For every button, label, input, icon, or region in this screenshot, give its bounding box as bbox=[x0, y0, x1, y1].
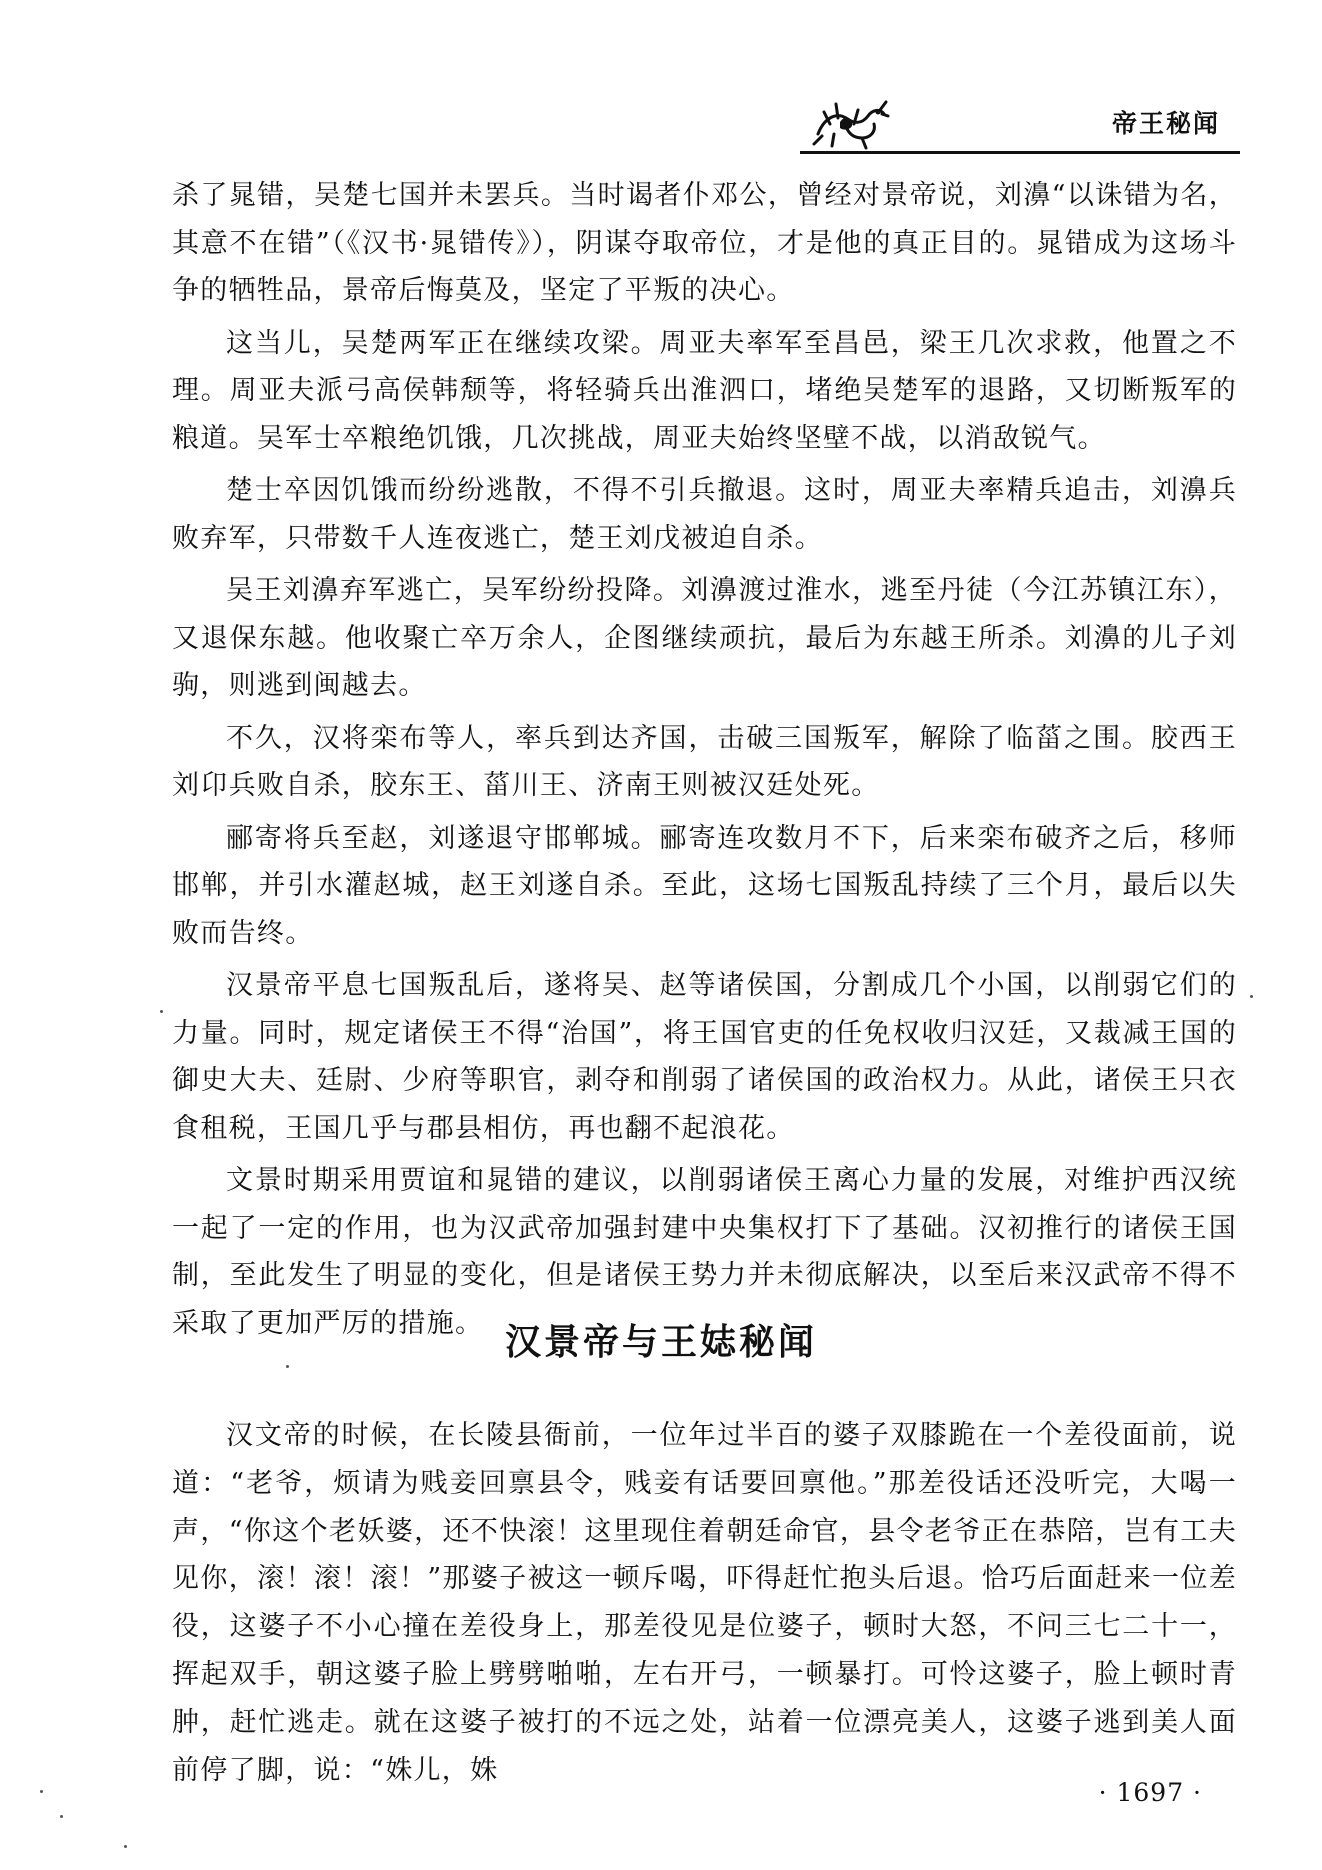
paragraph: 文景时期采用贾谊和晁错的建议，以削弱诸侯王离心力量的发展，对维护西汉统一起了一定的作用，也为汉武帝加强封建中央集权打下了基础。汉初推行的诸侯王国制，至此发生了明显的变化，但是诸侯王势力并未彻底解决，以至后来汉武帝不得不采取了更加严厉的措施。 bbox=[172, 1165, 1237, 1339]
scan-speck bbox=[40, 1790, 43, 1793]
paragraph: 楚士卒因饥饿而纷纷逃散，不得不引兵撤退。这时，周亚夫率精兵追击，刘濞兵败弃军，只带数千人连夜逃亡，楚王刘戊被迫自杀。 bbox=[172, 475, 1237, 554]
page-number: · 1697 · bbox=[1098, 1778, 1202, 1807]
paragraph: 汉文帝的时候，在长陵县衙前，一位年过半百的婆子双膝跪在一个差役面前，说道：“老爷，烦请为贱妾回禀县令，贱妾有话要回禀他。”那差役话还没听完，大喝一声，“你这个老妖婆，还不快滚！这里现住着朝廷命官，县令老爷正在恭陪，岂有工夫见你，滚！滚！滚！”那婆子被这一顿斥喝，吓得赶忙抱头后退。恰巧后面赶来一位差役，这婆子不小心撞在差役身上，那差役见是位婆子，顿时大怒，不问三七二十一，挥起双手，朝这婆子脸上劈劈啪啪，左右开弓，一顿暴打。可怜这婆子，脸上顿时青肿，赶忙逃走。就在这婆子被打的不远之处，站着一位漂亮美人，这婆子逃到美人面前停了脚，说：“姝儿，姝 bbox=[172, 1420, 1237, 1786]
header-rule bbox=[800, 151, 1240, 154]
running-header bbox=[800, 88, 1240, 154]
scan-speck bbox=[286, 1365, 289, 1368]
paragraph: 吴王刘濞弃军逃亡，吴军纷纷投降。刘濞渡过淮水，逃至丹徒（今江苏镇江东），又退保东越。他收聚亡卒万余人，企图继续顽抗，最后为东越王所杀。刘濞的儿子刘驹，则逃到闽越去。 bbox=[172, 575, 1237, 701]
section-body bbox=[172, 1412, 1237, 1794]
scan-speck bbox=[124, 1845, 127, 1848]
section-body bbox=[172, 172, 1237, 1352]
scan-speck bbox=[160, 1010, 163, 1013]
scan-speck bbox=[1250, 995, 1253, 998]
running-header-title: 帝王秘闻 bbox=[1111, 109, 1220, 138]
dragon-emblem-icon bbox=[810, 94, 890, 150]
paragraph: 汉景帝平息七国叛乱后，遂将吴、赵等诸侯国，分割成几个小国，以削弱它们的力量。同时，规定诸侯王不得“治国”，将王国官吏的任免权收归汉廷，又裁减王国的御史大夫、廷尉、少府等职官，剥夺和削弱了诸侯国的政治权力。从此，诸侯王只衣食租税，王国几乎与郡县相仿，再也翻不起浪花。 bbox=[172, 970, 1237, 1144]
scan-speck bbox=[60, 1815, 63, 1818]
paragraph: 杀了晁错，吴楚七国并未罢兵。当时谒者仆邓公，曾经对景帝说，刘濞“以诛错为名，其意不在错”（《汉书·晁错传》），阴谋夺取帝位，才是他的真正目的。晁错成为这场斗争的牺牲品，景帝后悔莫及，坚定了平叛的决心。 bbox=[172, 180, 1237, 306]
paragraph: 郦寄将兵至赵，刘遂退守邯郸城。郦寄连攻数月不下，后来栾布破齐之后，移师邯郸，并引水灌赵城，赵王刘遂自杀。至此，这场七国叛乱持续了三个月，最后以失败而告终。 bbox=[172, 822, 1237, 949]
paragraph: 不久，汉将栾布等人，率兵到达齐国，击破三国叛军，解除了临菑之围。胶西王刘卬兵败自杀，胶东王、菑川王、济南王则被汉廷处死。 bbox=[172, 722, 1237, 801]
paragraph: 这当儿，吴楚两军正在继续攻梁。周亚夫率军至昌邑，梁王几次求救，他置之不理。周亚夫派弓高侯韩颓等，将轻骑兵出淮泗口，堵绝吴楚军的退路，又切断叛军的粮道。吴军士卒粮绝饥饿，几次挑战，周亚夫始终坚壁不战，以消敌锐气。 bbox=[172, 327, 1237, 454]
section-heading: 汉景帝与王娡秘闻 bbox=[504, 1322, 817, 1363]
